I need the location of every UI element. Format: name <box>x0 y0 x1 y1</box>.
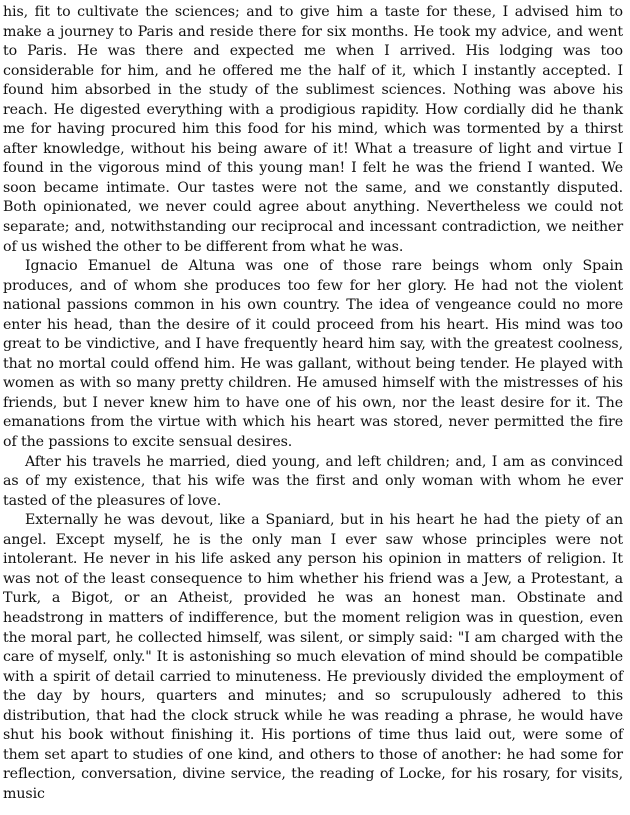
paragraph-altuna-character: Ignacio Emanuel de Altuna was one of those rare beings whom only Spain produces, and of whom she produces too few for her glory. He had not the violent national passions common in his own country. The idea of vengeance could no more enter his head, than the desire of it could proceed from his heart. His mind was too great to be vindictive, and I have frequently heard him say, with the greatest coolness, that no mortal could offend him. He was gallant, without being tender. He played with women as with so many pretty children. He amused himself with the mistresses of his friends, but I never knew him to have one of his own, nor the least desire for it. The emanations from the virtue with which his heart was stored, never permitted the fire of the passions to excite sensual desires. <box>3 258 623 451</box>
paragraph-marriage: After his travels he married, died young, and left children; and, I am as convinced as of my existence, that his wife was the first and only woman with whom he ever tasted of the pleasures of love. <box>3 453 623 509</box>
paragraph-continuation: his, fit to cultivate the sciences; and to give him a taste for these, I advised him to make a journey to Paris and reside there for six months. He took my advice, and went to Paris. He was there and expected me when I arrived. His lodging was too considerable for him, and he offered me the half of it, which I instantly accepted. I found him absorbed in the study of the sublimest sciences. Nothing was above his reach. He digested everything with a prodigious rapidity. How cordially did he thank me for having procured him this food for his mind, which was tormented by a thirst after knowledge, without his being aware of it! What a treasure of light and virtue I found in the vigorous mind of this young man! I felt he was the friend I wanted. We soon became intimate. Our tastes were not the same, and we constantly disputed. Both opinionated, we never could agree about anything. Nevertheless we could not separate; and, notwithstanding our reciprocal and incessant contradiction, we neither of us wished the other to be different from what he was. <box>3 4 623 255</box>
paragraph-religion: Externally he was devout, like a Spaniard, but in his heart he had the piety of an angel. Except myself, he is the only man I ever saw whose principles were not intolerant. He never in his life asked any person his opinion in matters of religion. It was not of the least consequence to him whether his friend was a Jew, a Protestant, a Turk, a Bigot, or an Atheist, provided he was an honest man. Obstinate and headstrong in matters of indifference, but the moment religion was in question, even the moral part, he collected himself, was silent, or simply said: "I am charged with the care of myself, only." It is astonishing so much elevation of mind should be compatible with a spirit of detail carried to minuteness. He previously divided the employment of the day by hours, quarters and minutes; and so scrupulously adhered to this distribution, that had the clock struck while he was reading a phrase, he would have shut his book without finishing it. His portions of time thus laid out, were some of them set apart to studies of one kind, and others to those of another: he had some for reflection, conversation, divine service, the reading of Locke, for his rosary, for visits, music <box>3 512 623 802</box>
